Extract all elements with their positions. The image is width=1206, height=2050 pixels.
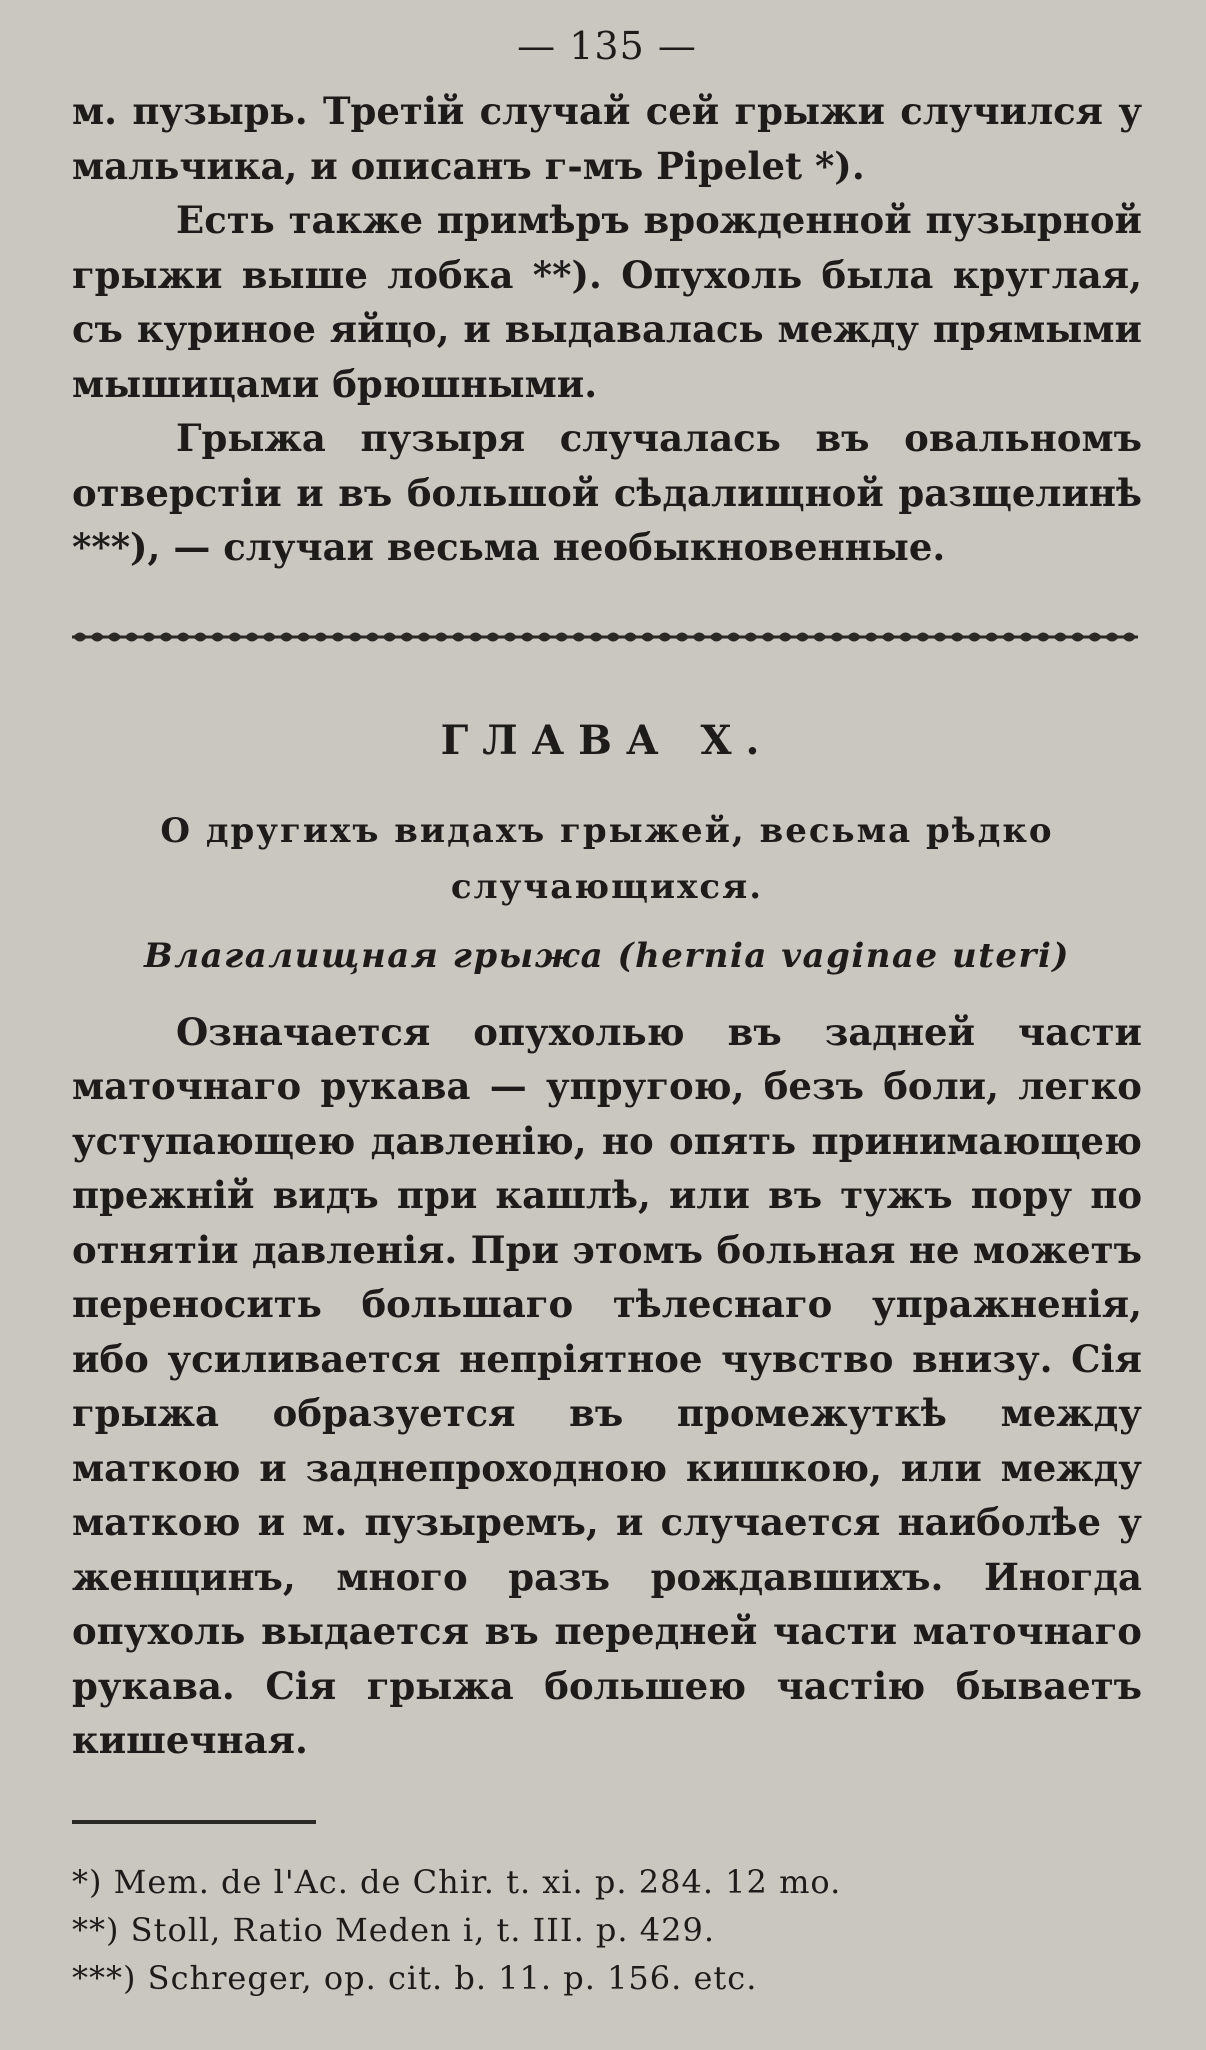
section-title: Влагалищная грыжа (hernia vaginae uteri) [144,935,1070,976]
ornamental-divider [72,625,1138,649]
footnotes [72,1858,1142,2002]
page-number: — 135 — [517,24,697,68]
chapter-body [72,1005,1142,1768]
paragraph-vaginal-hernia: Означается опухолью въ задней части маточнаго рукава — упругою, безъ боли, легко уступающею давленію, но опять принимающею прежній видъ при кашлѣ, или въ тужъ пору по отнятіи давленія. При этомъ больная не можетъ переносить большаго тѣлеснаго упражненія, ибо усиливается непріятное чувство внизу. Сія грыжа образуется въ промежуткѣ между маткою и заднепроходною кишкою, или между маткою и м. пузыремъ, и случается наиболѣе у женщинъ, много разъ рождавшихъ. Иногда опухоль выдается въ передней части маточнаго рукава. Сія грыжа большею частію бываетъ кишечная. [72,1009,1142,1762]
paragraph-oval-foramen: Грыжа пузыря случалась въ овальномъ отверстіи и въ большой сѣдалищной разщелинѣ ***), — случаи весьма необыкновенные. [72,416,1142,569]
footnote-1: *) Mem. de l'Ac. de Chir. t. xi. p. 284. 12 mo. [72,1862,842,1901]
paragraph-continuation: м. пузырь. Третій случай сей грыжи случился у мальчика, и описанъ г-мъ Pipelet *). [72,89,1142,188]
footnote-rule [72,1820,316,1824]
chapter-title: О другихъ видахъ грыжей, весьма рѣдко случающихся. [160,810,1054,907]
top-text-block [72,84,1142,575]
footnote-2: **) Stoll, Ratio Meden i, t. III. p. 429. [72,1910,715,1949]
paragraph-congenital-hernia: Есть также примѣръ врожденной пузырной грыжи выше лобка **). Опухоль была круглая, съ куриное яйцо, и выдавалась между прямыми мышицами брюшными. [72,198,1142,406]
footnote-3: ***) Schreger, op. cit. b. 11. p. 156. etc. [72,1958,758,1997]
chapter-heading: ГЛАВА X. [440,716,774,764]
